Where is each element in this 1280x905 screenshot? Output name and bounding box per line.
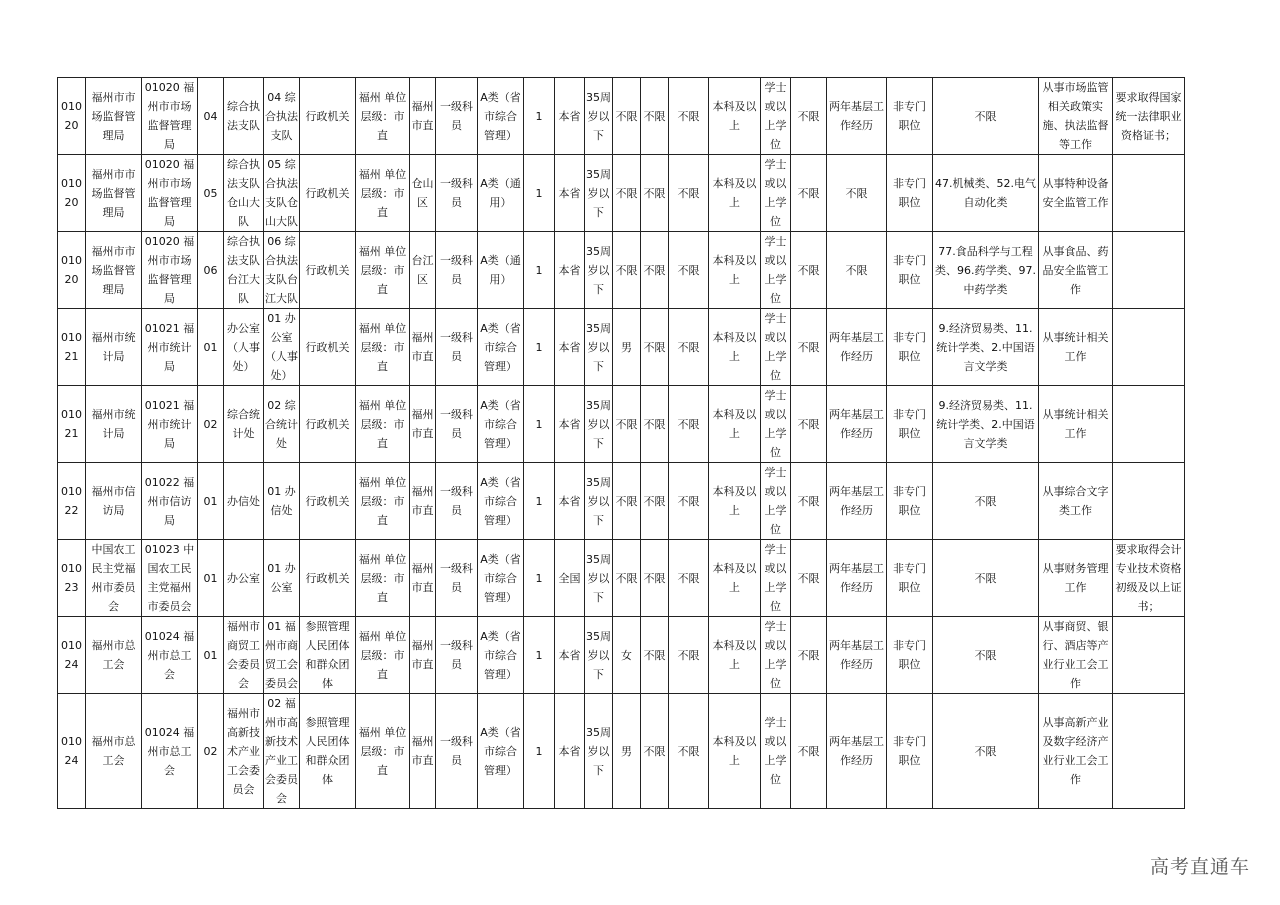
- table-cell: 本省: [555, 309, 585, 386]
- table-cell: 两年基层工作经历: [827, 694, 887, 809]
- table-cell: 01021: [58, 309, 86, 386]
- table-cell: 35周岁以下: [585, 155, 613, 232]
- table-cell: 1: [524, 463, 555, 540]
- table-body: [58, 78, 1185, 809]
- table-cell: 01: [198, 463, 224, 540]
- table-cell: [1113, 463, 1185, 540]
- table-cell: 从事市场监管相关政策实施、执法监督等工作: [1039, 78, 1113, 155]
- table-cell: 01 办公室（人事处）: [264, 309, 300, 386]
- table-cell: 不限: [613, 386, 641, 463]
- table-cell: 35周岁以下: [585, 463, 613, 540]
- table-cell: 1: [524, 309, 555, 386]
- table-cell: 两年基层工作经历: [827, 540, 887, 617]
- table-cell: 行政机关: [300, 309, 356, 386]
- table-cell: 福州市直: [410, 78, 436, 155]
- table-cell: 行政机关: [300, 155, 356, 232]
- table-cell: 从事统计相关工作: [1039, 309, 1113, 386]
- table-cell: 不限: [791, 232, 827, 309]
- table-cell: 不限: [641, 78, 669, 155]
- table-cell: 不限: [933, 540, 1039, 617]
- table-cell: 综合执法支队仓山大队: [224, 155, 264, 232]
- table-cell: 男: [613, 694, 641, 809]
- table-cell: 01: [198, 309, 224, 386]
- table-cell: 不限: [641, 232, 669, 309]
- table-cell: 01020: [58, 232, 86, 309]
- table-cell: 一级科员: [436, 232, 478, 309]
- table-cell: 参照管理人民团体和群众团体: [300, 694, 356, 809]
- table-cell: 本省: [555, 155, 585, 232]
- table-cell: 福州市直: [410, 309, 436, 386]
- table-cell: 不限: [641, 155, 669, 232]
- table-cell: 一级科员: [436, 617, 478, 694]
- table-cell: 福州 单位层级：市直: [356, 386, 410, 463]
- table-cell: 不限: [613, 155, 641, 232]
- table-cell: 一级科员: [436, 155, 478, 232]
- table-cell: 01021 福州市统计局: [142, 386, 198, 463]
- table-cell: 不限: [933, 463, 1039, 540]
- table-cell: A类（通用）: [478, 232, 524, 309]
- table-cell: 35周岁以下: [585, 617, 613, 694]
- table-cell: [1113, 309, 1185, 386]
- table-cell: 综合统计处: [224, 386, 264, 463]
- table-cell: 福州市信访局: [86, 463, 142, 540]
- table-cell: [1113, 694, 1185, 809]
- watermark-text: 高考直通车: [1149, 856, 1250, 878]
- table-cell: 从事综合文字类工作: [1039, 463, 1113, 540]
- table-cell: 不限: [669, 540, 709, 617]
- table-cell: 福州 单位层级：市直: [356, 694, 410, 809]
- table-cell: 不限: [669, 694, 709, 809]
- table-cell: [1113, 232, 1185, 309]
- table-cell: 1: [524, 540, 555, 617]
- table-cell: 男: [613, 309, 641, 386]
- table-cell: 不限: [669, 309, 709, 386]
- table-cell: 两年基层工作经历: [827, 78, 887, 155]
- table-cell: 非专门职位: [887, 78, 933, 155]
- table-cell: 一级科员: [436, 386, 478, 463]
- table-cell: 非专门职位: [887, 463, 933, 540]
- table-cell: 从事财务管理工作: [1039, 540, 1113, 617]
- table-cell: 02: [198, 694, 224, 809]
- table-cell: 01023: [58, 540, 86, 617]
- table-cell: 行政机关: [300, 386, 356, 463]
- table-cell: 04 综合执法支队: [264, 78, 300, 155]
- table-cell: A类（通用）: [478, 155, 524, 232]
- table-cell: 不限: [669, 463, 709, 540]
- table-row: [58, 309, 1185, 386]
- table-cell: 福州市统计局: [86, 309, 142, 386]
- table-cell: 01020 福州市市场监督管理局: [142, 155, 198, 232]
- table-cell: 非专门职位: [887, 155, 933, 232]
- table-cell: 一级科员: [436, 78, 478, 155]
- table-cell: 福州 单位层级：市直: [356, 155, 410, 232]
- table-cell: 非专门职位: [887, 386, 933, 463]
- table-cell: A类（省市综合管理）: [478, 463, 524, 540]
- table-cell: 不限: [669, 155, 709, 232]
- table-cell: 学士或以上学位: [761, 155, 791, 232]
- table-cell: 不限: [669, 386, 709, 463]
- table-cell: 福州市市场监督管理局: [86, 155, 142, 232]
- table-cell: 不限: [827, 155, 887, 232]
- table-cell: 两年基层工作经历: [827, 386, 887, 463]
- table-cell: 不限: [641, 694, 669, 809]
- table-cell: 05 综合执法支队仓山大队: [264, 155, 300, 232]
- table-cell: 非专门职位: [887, 540, 933, 617]
- job-table: [57, 77, 1185, 809]
- table-row: [58, 540, 1185, 617]
- table-cell: A类（省市综合管理）: [478, 540, 524, 617]
- table-cell: 福州市直: [410, 617, 436, 694]
- table-cell: 04: [198, 78, 224, 155]
- table-cell: 不限: [791, 694, 827, 809]
- table-cell: A类（省市综合管理）: [478, 617, 524, 694]
- table-cell: [1113, 155, 1185, 232]
- table-cell: 学士或以上学位: [761, 232, 791, 309]
- table-cell: 35周岁以下: [585, 540, 613, 617]
- table-cell: 不限: [933, 694, 1039, 809]
- table-cell: 05: [198, 155, 224, 232]
- table-cell: 一级科员: [436, 694, 478, 809]
- table-cell: 本科及以上: [709, 78, 761, 155]
- table-cell: 本科及以上: [709, 617, 761, 694]
- table-cell: 福州市直: [410, 463, 436, 540]
- table-cell: 女: [613, 617, 641, 694]
- table-cell: 02: [198, 386, 224, 463]
- table-cell: 不限: [641, 617, 669, 694]
- table-cell: 01 办信处: [264, 463, 300, 540]
- table-cell: 9.经济贸易类、11.统计学类、2.中国语言文学类: [933, 386, 1039, 463]
- table-cell: 不限: [613, 78, 641, 155]
- table-cell: 办信处: [224, 463, 264, 540]
- table-row: [58, 78, 1185, 155]
- table-cell: 不限: [827, 232, 887, 309]
- table-cell: 福州 单位层级：市直: [356, 463, 410, 540]
- table-cell: 福州 单位层级：市直: [356, 540, 410, 617]
- table-cell: 综合执法支队: [224, 78, 264, 155]
- table-cell: 35周岁以下: [585, 232, 613, 309]
- table-cell: 福州市市场监督管理局: [86, 78, 142, 155]
- table-cell: 01022 福州市信访局: [142, 463, 198, 540]
- table-cell: 台江区: [410, 232, 436, 309]
- table-row: [58, 617, 1185, 694]
- table-cell: 01020 福州市市场监督管理局: [142, 78, 198, 155]
- table-cell: 学士或以上学位: [761, 540, 791, 617]
- table-cell: 非专门职位: [887, 309, 933, 386]
- table-cell: 本科及以上: [709, 386, 761, 463]
- table-cell: 01024: [58, 617, 86, 694]
- table-cell: 学士或以上学位: [761, 309, 791, 386]
- table-cell: 综合执法支队台江大队: [224, 232, 264, 309]
- table-cell: 本科及以上: [709, 232, 761, 309]
- table-cell: 本科及以上: [709, 694, 761, 809]
- table-cell: 01020: [58, 155, 86, 232]
- table-cell: 两年基层工作经历: [827, 617, 887, 694]
- table-cell: 1: [524, 694, 555, 809]
- table-cell: 从事高新产业及数字经济产业行业工会工作: [1039, 694, 1113, 809]
- table-cell: 06: [198, 232, 224, 309]
- table-cell: 不限: [669, 617, 709, 694]
- table-cell: 35周岁以下: [585, 78, 613, 155]
- table-cell: 不限: [669, 232, 709, 309]
- table-cell: 福州市高新技术产业工会委员会: [224, 694, 264, 809]
- table-cell: 福州市直: [410, 540, 436, 617]
- table-cell: 01021: [58, 386, 86, 463]
- table-cell: 本科及以上: [709, 155, 761, 232]
- table-cell: 行政机关: [300, 78, 356, 155]
- table-row: [58, 694, 1185, 809]
- table-cell: 学士或以上学位: [761, 694, 791, 809]
- table-cell: 不限: [613, 463, 641, 540]
- table-cell: 不限: [791, 155, 827, 232]
- table-cell: 不限: [613, 232, 641, 309]
- table-cell: 01: [198, 540, 224, 617]
- table-cell: 不限: [641, 540, 669, 617]
- table-cell: 学士或以上学位: [761, 78, 791, 155]
- table-cell: 非专门职位: [887, 232, 933, 309]
- table-cell: 福州 单位层级：市直: [356, 309, 410, 386]
- table-cell: 不限: [791, 309, 827, 386]
- table-cell: 福州市统计局: [86, 386, 142, 463]
- table-cell: 从事特种设备安全监管工作: [1039, 155, 1113, 232]
- table-cell: 35周岁以下: [585, 386, 613, 463]
- table-cell: 01024 福州市总工会: [142, 694, 198, 809]
- table-cell: 01022: [58, 463, 86, 540]
- table-cell: 02 综合统计处: [264, 386, 300, 463]
- table-cell: 本科及以上: [709, 540, 761, 617]
- table-cell: 01024 福州市总工会: [142, 617, 198, 694]
- table-cell: 从事商贸、银行、酒店等产业行业工会工作: [1039, 617, 1113, 694]
- table-cell: 学士或以上学位: [761, 617, 791, 694]
- table-cell: 不限: [669, 78, 709, 155]
- table-cell: 福州市直: [410, 386, 436, 463]
- table-cell: 一级科员: [436, 309, 478, 386]
- table-cell: 从事食品、药品安全监管工作: [1039, 232, 1113, 309]
- table-cell: 本科及以上: [709, 463, 761, 540]
- table-cell: 从事统计相关工作: [1039, 386, 1113, 463]
- table-cell: 01020 福州市市场监督管理局: [142, 232, 198, 309]
- table-cell: 福州 单位层级：市直: [356, 617, 410, 694]
- table-cell: 不限: [791, 463, 827, 540]
- table-cell: 35周岁以下: [585, 694, 613, 809]
- table-cell: 学士或以上学位: [761, 386, 791, 463]
- table-cell: 要求取得会计专业技术资格初级及以上证书；: [1113, 540, 1185, 617]
- table-cell: A类（省市综合管理）: [478, 309, 524, 386]
- table-row: [58, 155, 1185, 232]
- table-cell: 福州市商贸工会委员会: [224, 617, 264, 694]
- table-row: [58, 232, 1185, 309]
- table-cell: 本省: [555, 232, 585, 309]
- table-cell: 仓山区: [410, 155, 436, 232]
- table-cell: 9.经济贸易类、11.统计学类、2.中国语言文学类: [933, 309, 1039, 386]
- table-cell: 本科及以上: [709, 309, 761, 386]
- table-cell: 01: [198, 617, 224, 694]
- table-cell: 行政机关: [300, 540, 356, 617]
- table-cell: A类（省市综合管理）: [478, 386, 524, 463]
- table-cell: 办公室（人事处）: [224, 309, 264, 386]
- table-cell: 不限: [791, 617, 827, 694]
- table-cell: 01023 中国农工民主党福州市委员会: [142, 540, 198, 617]
- table-cell: 福州市市场监督管理局: [86, 232, 142, 309]
- table-cell: 办公室: [224, 540, 264, 617]
- table-cell: 1: [524, 617, 555, 694]
- table-cell: 不限: [613, 540, 641, 617]
- table-cell: 参照管理人民团体和群众团体: [300, 617, 356, 694]
- table-cell: 35周岁以下: [585, 309, 613, 386]
- table-cell: 不限: [933, 617, 1039, 694]
- table-row: [58, 386, 1185, 463]
- table-cell: 不限: [791, 78, 827, 155]
- table-cell: [1113, 617, 1185, 694]
- table-cell: 两年基层工作经历: [827, 309, 887, 386]
- table-cell: 02 福州市高新技术产业工会委员会: [264, 694, 300, 809]
- table-cell: 行政机关: [300, 232, 356, 309]
- table-row: [58, 463, 1185, 540]
- table-cell: 福州市直: [410, 694, 436, 809]
- table-cell: 行政机关: [300, 463, 356, 540]
- table-cell: 47.机械类、52.电气自动化类: [933, 155, 1039, 232]
- table-cell: 本省: [555, 463, 585, 540]
- table-cell: 01024: [58, 694, 86, 809]
- table-cell: A类（省市综合管理）: [478, 694, 524, 809]
- table-cell: 01 福州市商贸工会委员会: [264, 617, 300, 694]
- table-cell: 不限: [791, 386, 827, 463]
- table-cell: 06 综合执法支队台江大队: [264, 232, 300, 309]
- table-cell: 福州 单位层级：市直: [356, 232, 410, 309]
- table-cell: 1: [524, 232, 555, 309]
- table-cell: 本省: [555, 78, 585, 155]
- table-cell: 一级科员: [436, 540, 478, 617]
- table-cell: 本省: [555, 617, 585, 694]
- table-cell: [1113, 386, 1185, 463]
- table-cell: 全国: [555, 540, 585, 617]
- table-cell: 1: [524, 78, 555, 155]
- table-cell: 要求取得国家统一法律职业资格证书；: [1113, 78, 1185, 155]
- table-cell: A类（省市综合管理）: [478, 78, 524, 155]
- table-cell: 福州 单位层级：市直: [356, 78, 410, 155]
- table-cell: 一级科员: [436, 463, 478, 540]
- table-cell: 01 办公室: [264, 540, 300, 617]
- table-cell: 不限: [933, 78, 1039, 155]
- table-cell: 福州市总工会: [86, 694, 142, 809]
- table-cell: 非专门职位: [887, 617, 933, 694]
- table-cell: 两年基层工作经历: [827, 463, 887, 540]
- table-cell: 1: [524, 155, 555, 232]
- table-cell: 77.食品科学与工程类、96.药学类、97.中药学类: [933, 232, 1039, 309]
- table-cell: 01021 福州市统计局: [142, 309, 198, 386]
- table-cell: 不限: [641, 309, 669, 386]
- table-cell: 不限: [641, 386, 669, 463]
- table-cell: 中国农工民主党福州市委员会: [86, 540, 142, 617]
- table-cell: 本省: [555, 694, 585, 809]
- table-cell: 不限: [791, 540, 827, 617]
- table-cell: 01020: [58, 78, 86, 155]
- table-cell: 不限: [641, 463, 669, 540]
- table-cell: 1: [524, 386, 555, 463]
- table-cell: 非专门职位: [887, 694, 933, 809]
- table-cell: 学士或以上学位: [761, 463, 791, 540]
- table-cell: 本省: [555, 386, 585, 463]
- table-cell: 福州市总工会: [86, 617, 142, 694]
